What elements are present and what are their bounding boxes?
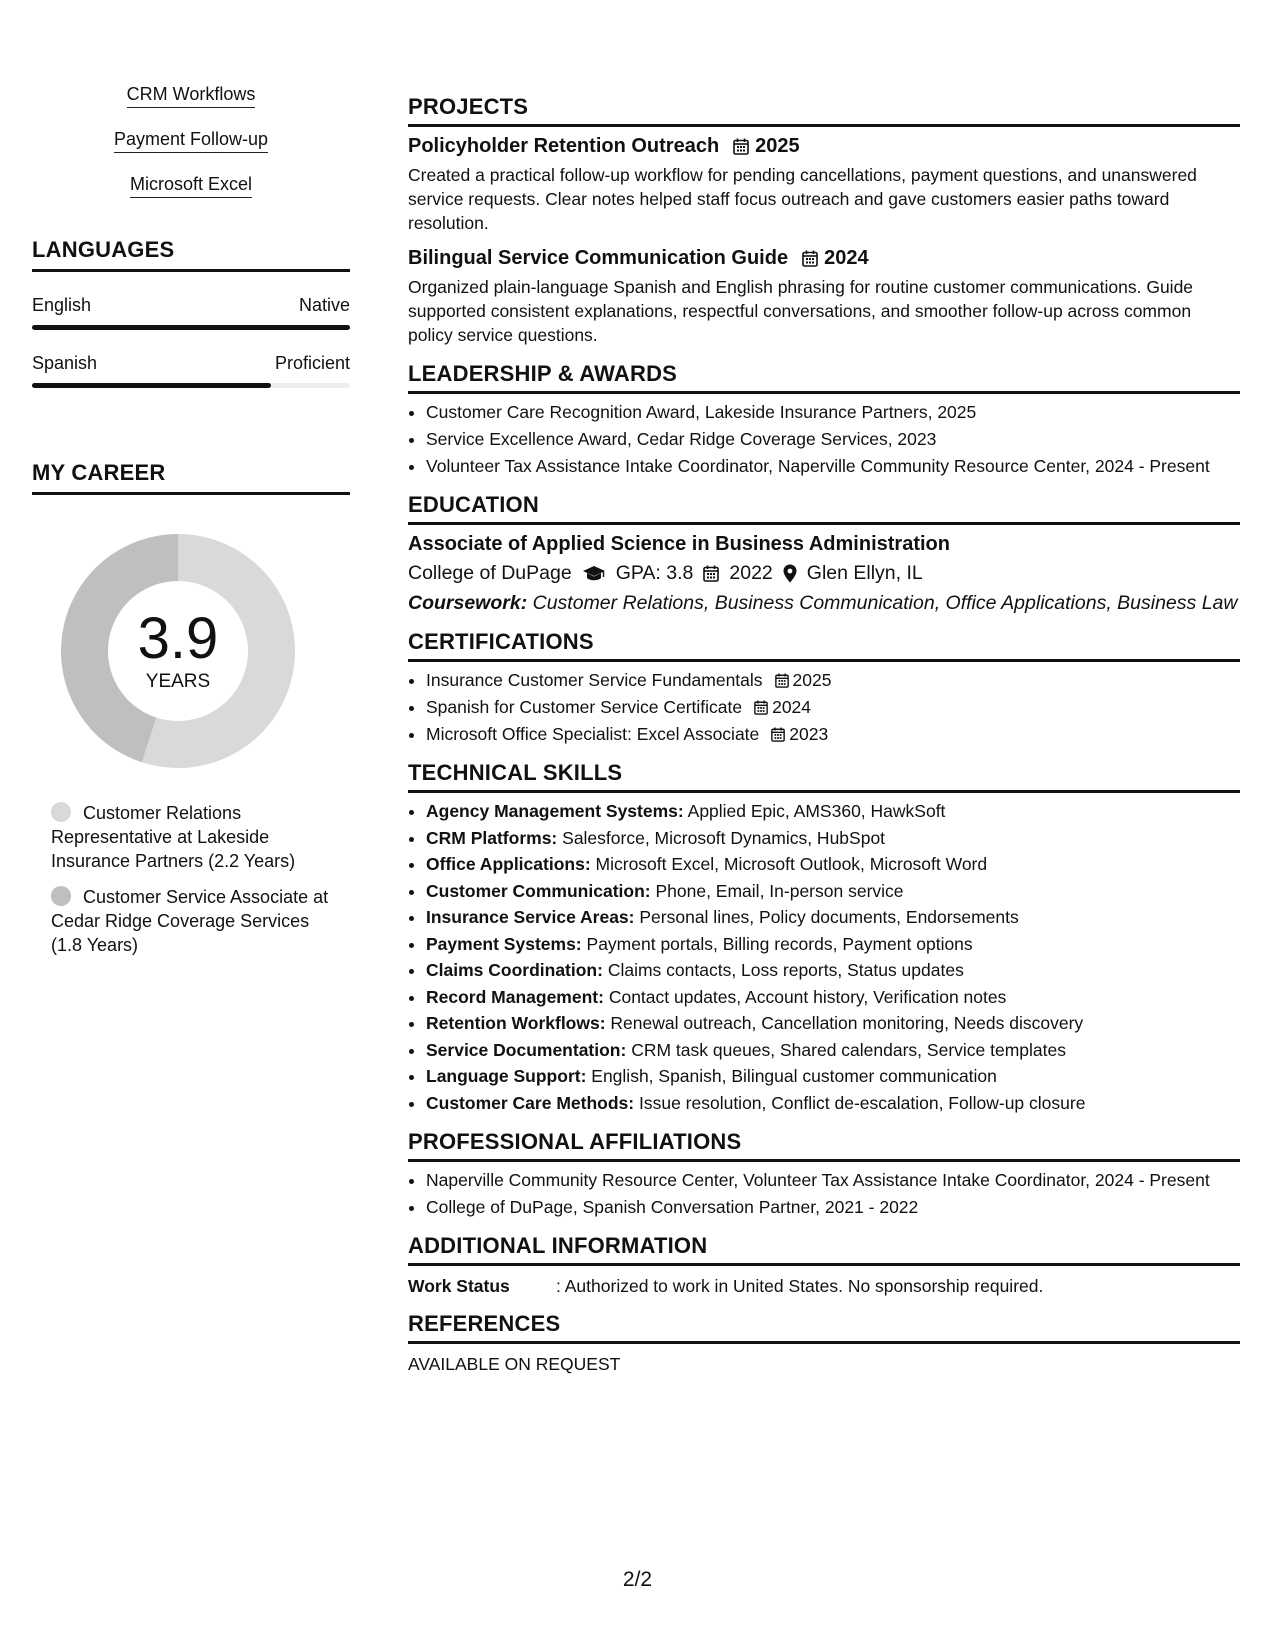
language-level: Proficient [274,353,350,373]
skill-tag: Payment Follow-up [114,129,268,153]
skill-label: Agency Management Systems: [426,801,684,821]
project-year: 2024 [824,247,869,269]
calendar-icon [754,700,768,715]
certification-item [426,668,1240,692]
skill-label: Record Management: [426,986,604,1007]
language-item [32,353,350,388]
language-name: Spanish [32,353,98,373]
list-item: • Naperville Community Resource Center, Volunteer Tax Assistance Intake Coordinator, 2024 - Present [426,1168,1240,1192]
skill-value: Contact updates, Account history, Verification notes [608,986,1007,1007]
skill-label: Insurance Service Areas: [426,907,635,927]
skill-item [426,1064,1240,1088]
language-bar [32,325,350,330]
skill-label: Office Applications: [426,854,591,874]
career-legend [32,801,331,957]
skill-value: Issue resolution, Conflict de-escalation, Follow-up closure [638,1092,1086,1113]
calendar-icon [771,727,785,742]
education-gpa: GPA: 3.8 [615,562,694,584]
skill-label: Claims Coordination: [426,960,603,980]
project-name: Bilingual Service Communication Guide [408,247,789,269]
legend-dot [51,802,71,822]
legend-item [51,885,331,957]
work-status-row [408,1276,1240,1297]
certification-name: Microsoft Office Specialist: Excel Associate [426,724,760,744]
skill-tag: CRM Workflows [127,84,256,108]
skill-label: Customer Care Methods: [426,1092,635,1113]
language-level: Native [298,295,350,315]
project-description: Created a practical follow-up workflow for pending cancellations, payment questions, and unanswered service requests. Clear notes helped staff focus outreach and gave customers easier paths toward resolution. [408,165,1197,233]
skill-value: Personal lines, Policy documents, Endorsements [639,907,1019,927]
education-year: 2022 [729,562,773,584]
graduation-cap-icon [582,565,606,583]
project-title [408,135,1240,158]
skill-item [426,799,1240,823]
sidebar [32,84,350,969]
skill-item [426,905,1240,929]
technical-skills-list [408,799,1240,1115]
career-donut-chart [32,525,350,777]
languages-heading: LANGUAGES [32,237,350,272]
education-location: Glen Ellyn, IL [806,562,923,584]
project-year: 2025 [755,135,800,157]
skill-label: Payment Systems: [426,933,582,954]
skill-item [426,1038,1240,1062]
calendar-icon [775,673,789,688]
skill-item [426,1091,1240,1115]
calendar-icon [733,138,749,155]
list-item: • Customer Care Recognition Award, Lakeside Insurance Partners, 2025 [426,400,1240,424]
coursework-text: Customer Relations, Business Communication, Office Applications, Business Law [532,592,1238,614]
certifications-list [408,668,1240,746]
references-heading: REFERENCES [408,1311,1240,1344]
certification-item [426,722,1240,746]
skill-value: Renewal outreach, Cancellation monitoring, Needs discovery [610,1013,1084,1033]
certification-name: Spanish for Customer Service Certificate [426,697,743,717]
project-title [408,247,1240,270]
work-status-value: : Authorized to work in United States. No sponsorship required. [556,1275,1044,1296]
education-school: College of DuPage [408,562,572,584]
page-number: 2/2 [622,1568,653,1591]
skill-value: English, Spanish, Bilingual customer communication [591,1066,997,1086]
skill-item [426,985,1240,1009]
skill-value: Claims contacts, Loss reports, Status updates [607,960,964,980]
skill-value: CRM task queues, Shared calendars, Service templates [631,1039,1066,1060]
skill-value: Salesforce, Microsoft Dynamics, HubSpot [562,827,886,848]
language-bar-fill [32,325,350,330]
skill-value: Applied Epic, AMS360, HawkSoft [687,801,946,821]
language-name: English [32,295,92,315]
education-coursework [408,591,1240,615]
certification-item [426,695,1240,719]
certifications-heading: CERTIFICATIONS [408,629,1240,662]
skill-value: Payment portals, Billing records, Payment options [586,933,973,954]
skill-label: Retention Workflows: [426,1013,606,1033]
language-bar [32,383,350,388]
skill-item [426,932,1240,956]
career-heading: MY CAREER [32,460,350,495]
legend-label: Customer Service Associate at Cedar Ridge Coverage Services (1.8 Years) [51,887,329,955]
list-item: • Volunteer Tax Assistance Intake Coordinator, Naperville Community Resource Center, 2024 - Present [426,454,1240,478]
technical-skills-heading: TECHNICAL SKILLS [408,760,1240,793]
references-text: AVAILABLE ON REQUEST [408,1353,621,1374]
additional-info-heading: ADDITIONAL INFORMATION [408,1233,1240,1266]
legend-label: Customer Relations Representative at Lakeside Insurance Partners (2.2 Years) [51,803,296,871]
skill-label: Customer Communication: [426,880,651,901]
certification-year: 2023 [789,724,829,744]
skill-value: Phone, Email, In-person service [655,880,904,901]
skill-item [426,958,1240,982]
work-status-label: Work Status [408,1275,510,1296]
calendar-icon [802,250,818,267]
certification-name: Insurance Customer Service Fundamentals [426,670,763,690]
career-years-unit: YEARS [145,671,211,692]
skill-item [426,1011,1240,1035]
skill-item [426,852,1240,876]
skill-label: CRM Platforms: [426,827,558,848]
project-name: Policyholder Retention Outreach [408,135,720,157]
skill-value: Microsoft Excel, Microsoft Outlook, Microsoft Word [595,854,988,874]
language-item [32,295,350,330]
projects-heading: PROJECTS [408,94,1240,127]
language-bar-fill [32,383,271,388]
skill-label: Language Support: [426,1066,587,1086]
skill-tags [32,84,350,219]
career-total-years: 3.9 [137,606,219,671]
education-heading: EDUCATION [408,492,1240,525]
coursework-label: Coursework: [408,592,528,614]
main-content [408,94,1240,1375]
leadership-list [408,400,1240,478]
project-description: Organized plain-language Spanish and English phrasing for routine customer communications. Guide supported consistent explanations, respectful conversations, and smoother follow-up across common policy service questions. [408,277,1194,345]
skill-item [426,826,1240,850]
location-pin-icon [783,564,797,583]
legend-item [51,801,331,873]
education-degree: Associate of Applied Science in Business Administration [408,533,950,555]
skill-item [426,879,1240,903]
calendar-icon [703,565,719,582]
skill-tag: Microsoft Excel [130,174,252,198]
certification-year: 2025 [792,670,832,690]
list-item: • Service Excellence Award, Cedar Ridge Coverage Services, 2023 [426,427,1240,451]
legend-dot [51,886,71,906]
affiliations-list [408,1168,1240,1219]
affiliations-heading: PROFESSIONAL AFFILIATIONS [408,1129,1240,1162]
skill-label: Service Documentation: [426,1039,627,1060]
leadership-heading: LEADERSHIP & AWARDS [408,361,1240,394]
education-details [408,562,1240,585]
list-item: • College of DuPage, Spanish Conversation Partner, 2021 - 2022 [426,1195,1240,1219]
certification-year: 2024 [772,697,812,717]
